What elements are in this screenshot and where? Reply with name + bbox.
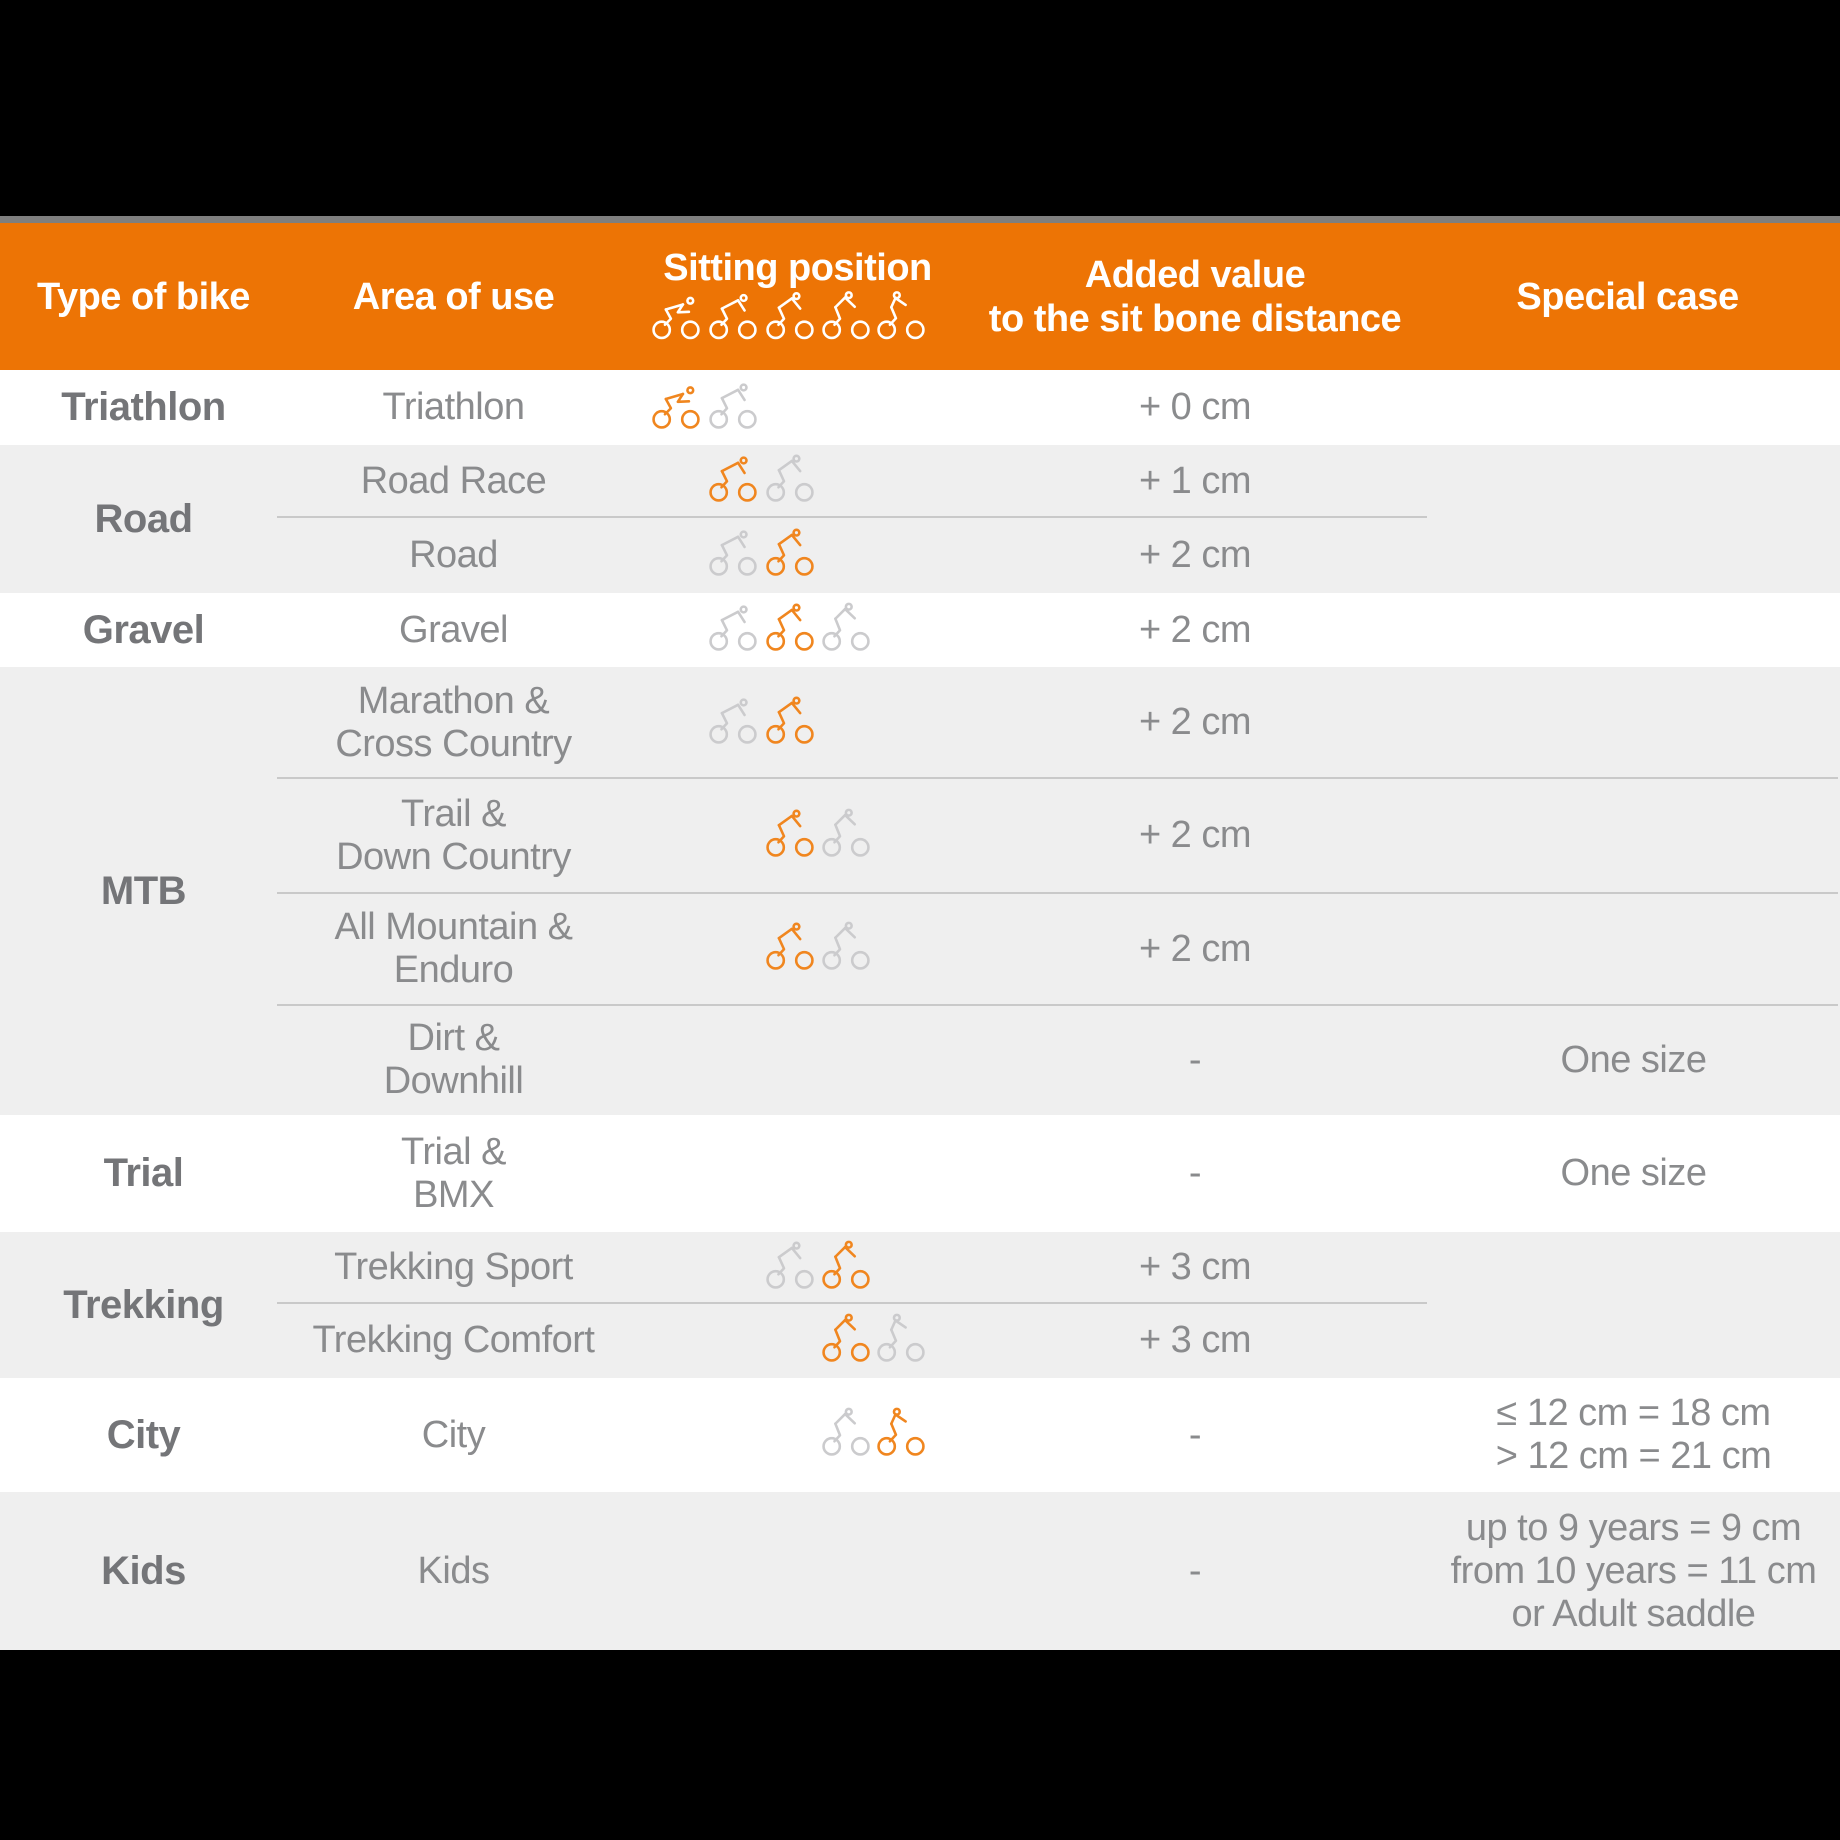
sitting-position-cell <box>620 1005 975 1115</box>
area-of-use-cell: City <box>421 1413 486 1456</box>
area-of-use-cell: Marathon & Cross Country <box>335 679 572 765</box>
race-position-icon <box>709 380 757 430</box>
race-position-icon <box>709 291 757 341</box>
upright-position-icon <box>877 291 925 341</box>
added-value-cell: + 1 cm <box>1138 459 1252 502</box>
upright-position-icon <box>877 291 925 351</box>
sport-position-icon <box>766 603 814 658</box>
sitting-position-cell <box>620 370 975 445</box>
race-position-icon <box>709 695 757 745</box>
sport-position-icon <box>766 528 814 583</box>
sport-position-icon <box>766 291 814 341</box>
group-rows <box>287 1492 1840 1650</box>
area-of-use-cell: Triathlon <box>382 386 525 428</box>
bike-group-kids <box>0 1492 1840 1650</box>
sport-position-icon <box>766 922 814 972</box>
row-divider <box>277 777 1838 779</box>
triathlon-position-icon <box>652 291 700 341</box>
sitting-position-cell <box>620 1492 975 1650</box>
sport-position-icon <box>766 922 814 977</box>
bike-type-label: Triathlon <box>61 385 226 429</box>
race-position-icon <box>709 291 757 351</box>
column-header-label: Added value <box>1084 253 1306 296</box>
moderate-position-icon <box>822 1408 870 1458</box>
race-position-icon <box>709 380 757 435</box>
sitting-position-cell <box>620 893 975 1005</box>
added-value-cell: - <box>1188 1549 1202 1592</box>
column-header-label: Special case <box>1516 275 1739 318</box>
special-case-cell: ≤ 12 cm = 18 cm > 12 cm = 21 cm <box>1495 1392 1772 1477</box>
bike-group-mtb <box>0 667 1840 1115</box>
sport-position-icon <box>766 1240 814 1290</box>
table-row <box>287 593 1840 667</box>
added-value-cell: + 2 cm <box>1138 608 1252 651</box>
table-row <box>287 893 1840 1005</box>
sitting-position-scale <box>620 294 975 348</box>
race-position-icon <box>709 695 757 750</box>
race-position-icon <box>709 603 757 658</box>
sport-position-icon <box>766 454 814 504</box>
moderate-position-icon <box>822 1240 870 1290</box>
race-position-icon <box>709 454 757 509</box>
area-of-use-cell: Trail & Down Country <box>336 792 571 878</box>
saddle-size-table <box>0 216 1840 1650</box>
area-of-use-cell: Trekking Sport <box>334 1246 573 1288</box>
bike-type-label: Trial <box>103 1151 184 1195</box>
sport-position-icon <box>766 454 814 509</box>
race-position-icon <box>709 603 757 653</box>
sport-position-icon <box>766 528 814 578</box>
area-of-use-cell: Kids <box>417 1549 490 1592</box>
table-row <box>287 1232 1840 1303</box>
group-rows <box>287 1232 1840 1378</box>
table-row <box>287 667 1840 778</box>
race-position-icon <box>709 528 757 578</box>
sitting-position-cell <box>620 1232 975 1303</box>
bike-type-label: Road <box>94 496 193 541</box>
column-header-type-of-bike <box>0 223 287 370</box>
sitting-position-cell <box>620 593 975 667</box>
upright-position-icon <box>877 1313 925 1368</box>
table-row <box>287 778 1840 893</box>
sitting-position-cell <box>620 517 975 593</box>
added-value-cell: - <box>1188 1413 1202 1456</box>
column-header-label: Sitting position <box>663 246 932 289</box>
column-header-label: Type of bike <box>37 275 250 318</box>
moderate-position-icon <box>822 291 870 351</box>
area-of-use-cell: Dirt & Downhill <box>383 1017 524 1102</box>
group-rows <box>287 445 1840 593</box>
area-of-use-cell: Road Race <box>360 459 547 502</box>
column-header-special-case <box>1415 223 1840 370</box>
moderate-position-icon <box>822 291 870 341</box>
added-value-cell: + 3 cm <box>1138 1319 1252 1361</box>
moderate-position-icon <box>822 1408 870 1463</box>
sport-position-icon <box>766 695 814 745</box>
sitting-position-cell <box>620 667 975 778</box>
triathlon-position-icon <box>652 380 700 435</box>
table-header <box>0 223 1840 370</box>
table-row <box>287 445 1840 517</box>
sport-position-icon <box>766 695 814 750</box>
group-rows <box>287 667 1840 1115</box>
area-of-use-cell: Road <box>409 533 498 576</box>
bike-group-trial <box>0 1115 1840 1232</box>
moderate-position-icon <box>822 603 870 658</box>
area-of-use-cell: All Mountain & Enduro <box>334 906 573 991</box>
added-value-cell: + 2 cm <box>1138 701 1252 743</box>
special-case-cell: One size <box>1560 1152 1707 1194</box>
table-top-border <box>0 216 1840 223</box>
race-position-icon <box>709 454 757 504</box>
upright-position-icon <box>877 1313 925 1363</box>
row-divider <box>277 892 1838 894</box>
sport-position-icon <box>766 291 814 351</box>
moderate-position-icon <box>822 603 870 653</box>
bike-group-city <box>0 1378 1840 1492</box>
bike-group-gravel <box>0 593 1840 667</box>
sitting-position-cell <box>620 1303 975 1378</box>
sitting-position-cell <box>620 778 975 893</box>
added-value-cell: + 3 cm <box>1138 1246 1252 1288</box>
table-row <box>287 370 1840 445</box>
added-value-cell: + 2 cm <box>1138 814 1252 856</box>
special-case-cell: up to 9 years = 9 cm from 10 years = 11 cm or Adult saddle <box>1450 1506 1817 1635</box>
row-divider <box>277 1004 1838 1006</box>
area-of-use-cell: Gravel <box>399 608 508 651</box>
column-header-sitting-position <box>620 223 975 370</box>
added-value-cell: + 2 cm <box>1138 533 1252 576</box>
group-rows <box>287 1115 1840 1232</box>
special-case-cell: One size <box>1560 1038 1707 1081</box>
column-header-label: Area of use <box>352 275 555 318</box>
moderate-position-icon <box>822 808 870 863</box>
table-row <box>287 1378 1840 1492</box>
group-rows <box>287 1378 1840 1492</box>
table-row <box>287 1303 1840 1378</box>
bike-type-label: City <box>106 1412 181 1457</box>
table-body <box>0 370 1840 1650</box>
moderate-position-icon <box>822 922 870 972</box>
added-value-cell: + 0 cm <box>1138 386 1252 428</box>
added-value-cell: - <box>1188 1038 1202 1081</box>
bike-group-trekking <box>0 1232 1840 1378</box>
bike-group-road <box>0 445 1840 593</box>
table-row <box>287 1005 1840 1115</box>
sport-position-icon <box>766 808 814 858</box>
added-value-cell: - <box>1188 1152 1202 1194</box>
sport-position-icon <box>766 808 814 863</box>
column-header-added-value <box>975 223 1415 370</box>
sitting-position-cell <box>620 445 975 517</box>
sitting-position-cell <box>620 1378 975 1492</box>
sport-position-icon <box>766 603 814 653</box>
area-of-use-cell: Trial & BMX <box>401 1130 506 1216</box>
table-row <box>287 1115 1840 1232</box>
bike-group-triathlon <box>0 370 1840 445</box>
group-rows <box>287 593 1840 667</box>
bike-type-label: Trekking <box>63 1282 224 1327</box>
column-header-sublabel: to the sit bone distance <box>988 297 1402 340</box>
upright-position-icon <box>877 1408 925 1458</box>
moderate-position-icon <box>822 922 870 977</box>
race-position-icon <box>709 528 757 583</box>
table-row <box>287 517 1840 593</box>
group-rows <box>287 370 1840 445</box>
triathlon-position-icon <box>652 291 700 351</box>
bike-type-label: Kids <box>101 1548 186 1593</box>
triathlon-position-icon <box>652 380 700 430</box>
sport-position-icon <box>766 1240 814 1295</box>
table-row <box>287 1492 1840 1650</box>
moderate-position-icon <box>822 808 870 858</box>
bike-type-label: MTB <box>100 868 187 913</box>
upright-position-icon <box>877 1408 925 1463</box>
sitting-position-cell <box>620 1115 975 1232</box>
area-of-use-cell: Trekking Comfort <box>312 1319 595 1361</box>
column-header-area-of-use <box>287 223 620 370</box>
moderate-position-icon <box>822 1240 870 1295</box>
bike-type-label: Gravel <box>82 607 205 652</box>
moderate-position-icon <box>822 1313 870 1363</box>
moderate-position-icon <box>822 1313 870 1368</box>
added-value-cell: + 2 cm <box>1138 927 1252 970</box>
